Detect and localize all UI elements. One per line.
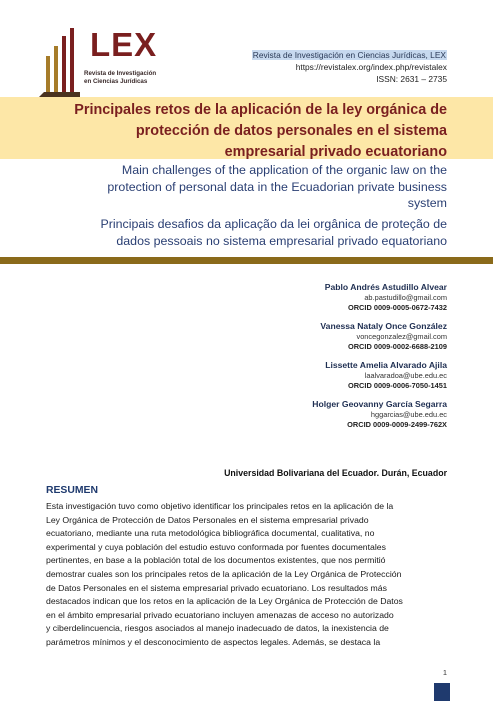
page-number: 1 [442, 668, 447, 677]
author-name: Pablo Andrés Astudillo Alvear [324, 282, 447, 292]
author-orcid: ORCID 0009-0002-6688-2109 [347, 342, 447, 351]
abstract-body [46, 500, 447, 650]
author-block [312, 281, 447, 313]
abstract-line: ecuatoriano, mediante una ruta metodológica bibliográfica documental, cualitativa, no [46, 528, 375, 539]
author-block [312, 359, 447, 391]
author-block [312, 398, 447, 430]
logo-subtitle: Revista de Investigación en Ciencias Jurídicas [84, 70, 157, 85]
author-name: Lissette Amelia Alvarado Ajila [325, 360, 447, 370]
author-orcid: ORCID 0009-0005-0672-7432 [347, 303, 447, 312]
abstract-line: en el ámbito empresarial privado ecuatoriano incluyen amenazas de acceso no autorizado [46, 609, 394, 620]
article-title-en: Main challenges of the application of the organic law on the protection of personal data in the Ecuadorian private business system [107, 163, 447, 210]
journal-url[interactable]: https://revistalex.org/index.php/revistalex [295, 62, 447, 73]
abstract-line: pertinentes, en base a la población total de los documentos existentes, que nos permitió [46, 555, 386, 566]
section-divider [0, 257, 493, 264]
abstract-line: de Datos Personales en el sistema empresarial privado ecuatoriano. Los resultados más [46, 582, 387, 593]
author-orcid: ORCID 0009-0006-7050-1451 [347, 381, 447, 390]
logo-wordmark: LEX [90, 26, 158, 63]
author-name: Holger Geovanny García Segarra [312, 399, 447, 409]
journal-issn: ISSN: 2631 – 2735 [376, 74, 447, 85]
article-title-es: Principales retos de la aplicación de la ley orgánica de protección de datos personales en el sistema empresarial privado ecuatoriano [74, 102, 447, 160]
article-title-pt: Principais desafios da aplicação da lei orgânica de proteção de dados pessoais no sistema empresarial privado equatoriano [100, 217, 447, 248]
author-list [312, 281, 447, 437]
abstract-heading: RESUMEN [46, 485, 98, 496]
abstract-line: destacados indican que los retos en la aplicación de la Ley Orgánica de Protección de Datos [46, 596, 403, 607]
author-email[interactable]: voncegonzalez@gmail.com [356, 332, 447, 341]
abstract-line: Ley Orgánica de Protección de Datos Personales en el sistema empresarial privado [46, 514, 369, 525]
author-block [312, 320, 447, 352]
abstract-line: y ciberdelincuencia, riesgos asociados al manejo inadecuado de datos, la inexistencia de [46, 623, 389, 634]
corner-marker [434, 683, 450, 701]
author-name: Vanessa Nataly Once González [320, 321, 447, 331]
abstract-line: experimental y cuya población del estudio estuvo conformada por fuentes documentales [46, 541, 386, 552]
author-email[interactable]: ab.pastudillo@gmail.com [364, 293, 447, 302]
abstract-line: parámetros mínimos y el desconocimiento de aspectos legales. Además, se destaca la [46, 636, 381, 647]
journal-header [252, 49, 447, 86]
author-email[interactable]: hggarcias@ube.edu.ec [370, 410, 447, 419]
journal-name: Revista de Investigación en Ciencias Jurídicas, LEX [252, 50, 446, 60]
author-orcid: ORCID 0009-0009-2499-762X [347, 420, 447, 429]
author-email[interactable]: laalvaradoa@ube.edu.ec [364, 371, 447, 380]
abstract-line: Esta investigación tuvo como objetivo identificar los principales retos en la aplicación de la [46, 501, 394, 511]
affiliation: Universidad Bolivariana del Ecuador. Durán, Ecuador [224, 468, 447, 478]
abstract-line: demostrar cuales son los principales retos de la aplicación de la Ley Orgánica de Protección [46, 568, 402, 579]
